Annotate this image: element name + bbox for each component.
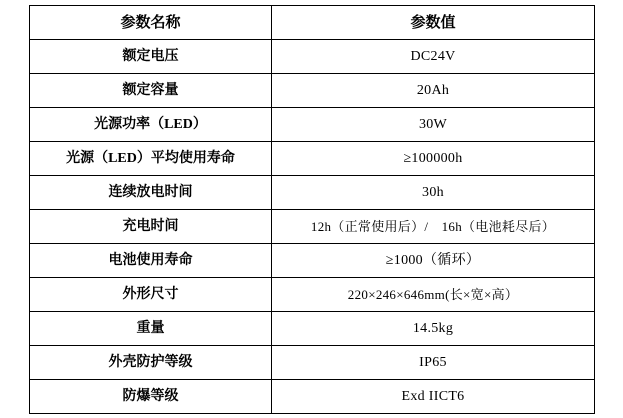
row-label: 外形尺寸 — [30, 278, 272, 312]
row-label: 连续放电时间 — [30, 176, 272, 210]
column-header-parameter-name: 参数名称 — [30, 6, 272, 40]
table-row — [30, 346, 595, 380]
table-row — [30, 108, 595, 142]
row-value: 20Ah — [272, 74, 595, 108]
row-value: DC24V — [272, 40, 595, 74]
spec-sheet — [0, 5, 623, 418]
table-row — [30, 312, 595, 346]
row-label: 外壳防护等级 — [30, 346, 272, 380]
row-label: 额定容量 — [30, 74, 272, 108]
table-header-row — [30, 6, 595, 40]
row-label: 重量 — [30, 312, 272, 346]
table-row — [30, 176, 595, 210]
row-value: ≥100000h — [272, 142, 595, 176]
row-value: 220×246×646mm(长×宽×高） — [272, 278, 595, 312]
row-value: 14.5kg — [272, 312, 595, 346]
table-row — [30, 142, 595, 176]
row-label: 光源（LED）平均使用寿命 — [30, 142, 272, 176]
row-value: IP65 — [272, 346, 595, 380]
row-value: Exd IICT6 — [272, 380, 595, 414]
row-value: ≥1000（循环） — [272, 244, 595, 278]
row-label: 充电时间 — [30, 210, 272, 244]
row-value: 30W — [272, 108, 595, 142]
row-label: 电池使用寿命 — [30, 244, 272, 278]
table-row — [30, 380, 595, 414]
row-label: 光源功率（LED） — [30, 108, 272, 142]
row-label: 额定电压 — [30, 40, 272, 74]
table-row — [30, 210, 595, 244]
row-value: 30h — [272, 176, 595, 210]
row-value: 12h（正常使用后）/ 16h（电池耗尽后） — [272, 210, 595, 244]
column-header-parameter-value: 参数值 — [272, 6, 595, 40]
table-row — [30, 278, 595, 312]
table-row — [30, 40, 595, 74]
table-row — [30, 244, 595, 278]
table-row — [30, 74, 595, 108]
row-label: 防爆等级 — [30, 380, 272, 414]
specification-table — [29, 5, 595, 414]
